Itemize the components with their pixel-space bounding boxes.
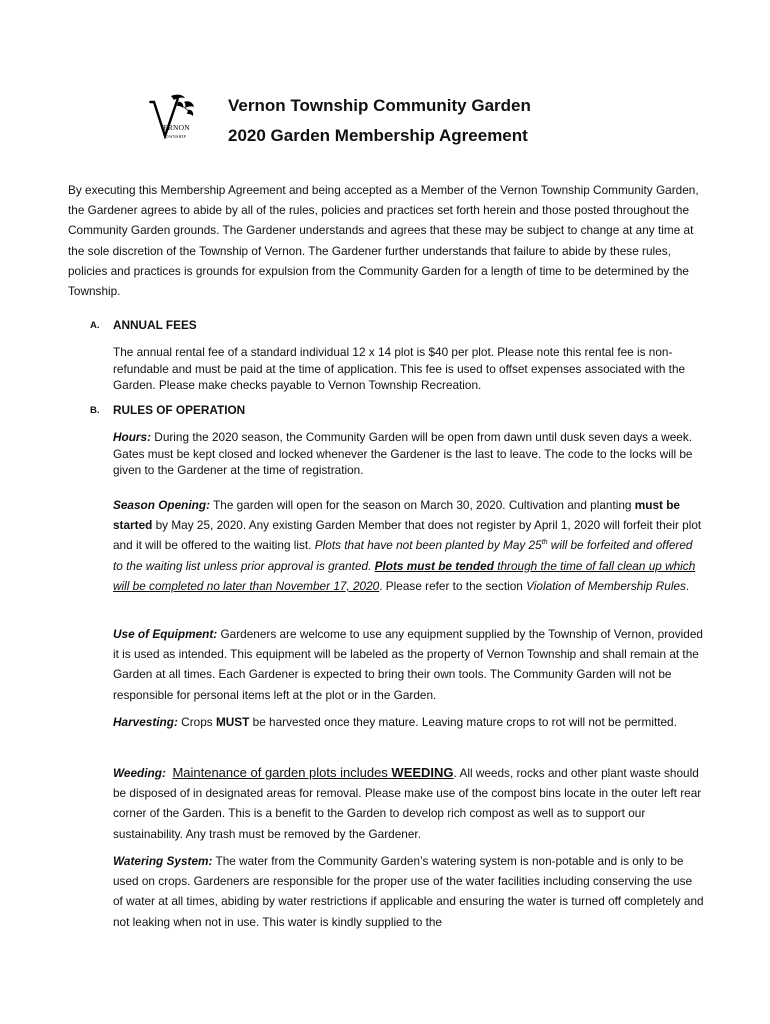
weeding-maintenance-text: Maintenance of garden plots includes [172,765,392,780]
section-a-letter: A. [90,320,100,331]
season-italic-2: will be forfeited and offered to the waiting list unless prior approval is granted. [113,538,693,573]
season-bold-must: must be started [113,498,680,533]
watering-system-paragraph [113,851,705,932]
harvesting-must: MUST [215,715,250,729]
harvesting-text-2: be harvested once they mature. Leaving mature crops to rot will not be permitted. [249,715,677,729]
use-of-equipment-paragraph [113,624,705,705]
section-a-heading: ANNUAL FEES [113,318,197,332]
watering-system-text: The water from the Community Garden’s watering system is non-potable and is only to be used on crops. Gardeners are responsible for the proper use of the water facilities including conserving the use of water at all times, abiding by water restrictions if applicable and ensuring the water is turned off completely and not leaking when not in use. This water is kindly supplied to the [113,854,704,929]
season-text-2: by May 25, 2020. Any existing Garden Member that does not register by April 1, 2020 will forfeit their plot and it will be offered to the waiting list. [113,518,702,553]
violation-section-reference: Violation of Membership Rules [526,578,686,593]
season-cleanup-deadline: through the time of fall clean up which will be completed no later than November 17, 2020 [113,558,696,593]
hours-text: During the 2020 season, the Community Garden will be open from dawn until dusk seven days a week. Gates must be kept closed and locked whenever the Gardener is the last to leave. The code to the locks will be given to the Gardener at the time of registration. [113,430,693,478]
logo-subtext: TOWNSHIP [163,134,186,139]
logo-name-text: ERNON [163,123,190,132]
season-opening-label: Season Opening: [113,498,211,512]
section-b-heading: RULES OF OPERATION [113,403,246,417]
hours-paragraph [113,429,705,479]
use-of-equipment-label: Use of Equipment: [113,627,218,641]
use-of-equipment-text: Gardeners are welcome to use any equipment supplied by the Township of Vernon, provided it is used as intended. This equipment will be labeled as the property of Vernon Township and shall remain at the Garden at all times. Each Gardener is expected to bring their own tools. The Community Garden will not be responsible for personal items left at the plot or in the Garden. [113,627,703,702]
annual-fees-paragraph: The annual rental fee of a standard individual 12 x 14 plot is $40 per plot. Please note this rental fee is non-refundable and must be paid at the time of application. This fee is used to offset expenses associated with the Garden. Please make checks payable to Vernon Township Recreation. [113,345,686,393]
season-opening-paragraph [113,495,705,596]
page-title-line-1: Vernon Township Community Garden [228,96,531,115]
section-b-letter: B. [90,405,100,416]
season-italic-1: Plots that have not been planted by May 25 [314,538,542,553]
harvesting-text-1: Crops [177,715,216,729]
season-text-4: . [685,578,690,593]
weeding-label: Weeding: [113,766,166,780]
hours-label: Hours: [113,430,152,444]
season-tended-emphasis: Plots must be tended [374,558,494,573]
season-superscript: th [541,539,548,547]
harvesting-label: Harvesting: [113,715,178,729]
weeding-text: . All weeds, rocks and other plant waste should be disposed of in designated areas for removal. Please make use of the compost bins locate in the outer left rear corner of the Garden. This is a benefit to the Garden to develop rich compost as well as to support our sustainability. Any trash must be removed by the Gardener. [113,766,702,841]
weeding-paragraph [113,763,705,844]
harvesting-paragraph [113,712,705,732]
intro-paragraph: By executing this Membership Agreement and being accepted as a Member of the Vernon Township Community Garden, the Gardener agrees to abide by all of the rules, policies and practices set forth herein and those posted throughout the Community Garden grounds. The Gardener understands and agrees that these may be subject to change at any time at the sole discretion of the Township of Vernon. The Gardener further understands that failure to abide by these rules, policies and practices is grounds for expulsion from the Community Garden for a length of time to be determined by the Township. [68,183,699,299]
season-text-3: . Please refer to the section [379,578,527,593]
watering-system-label: Watering System: [113,854,213,868]
weeding-emphasis: WEEDING [391,765,454,780]
season-text-1: The garden will open for the season on March 30, 2020. Cultivation and planting [210,498,635,512]
page-title-line-2: 2020 Garden Membership Agreement [228,126,528,145]
